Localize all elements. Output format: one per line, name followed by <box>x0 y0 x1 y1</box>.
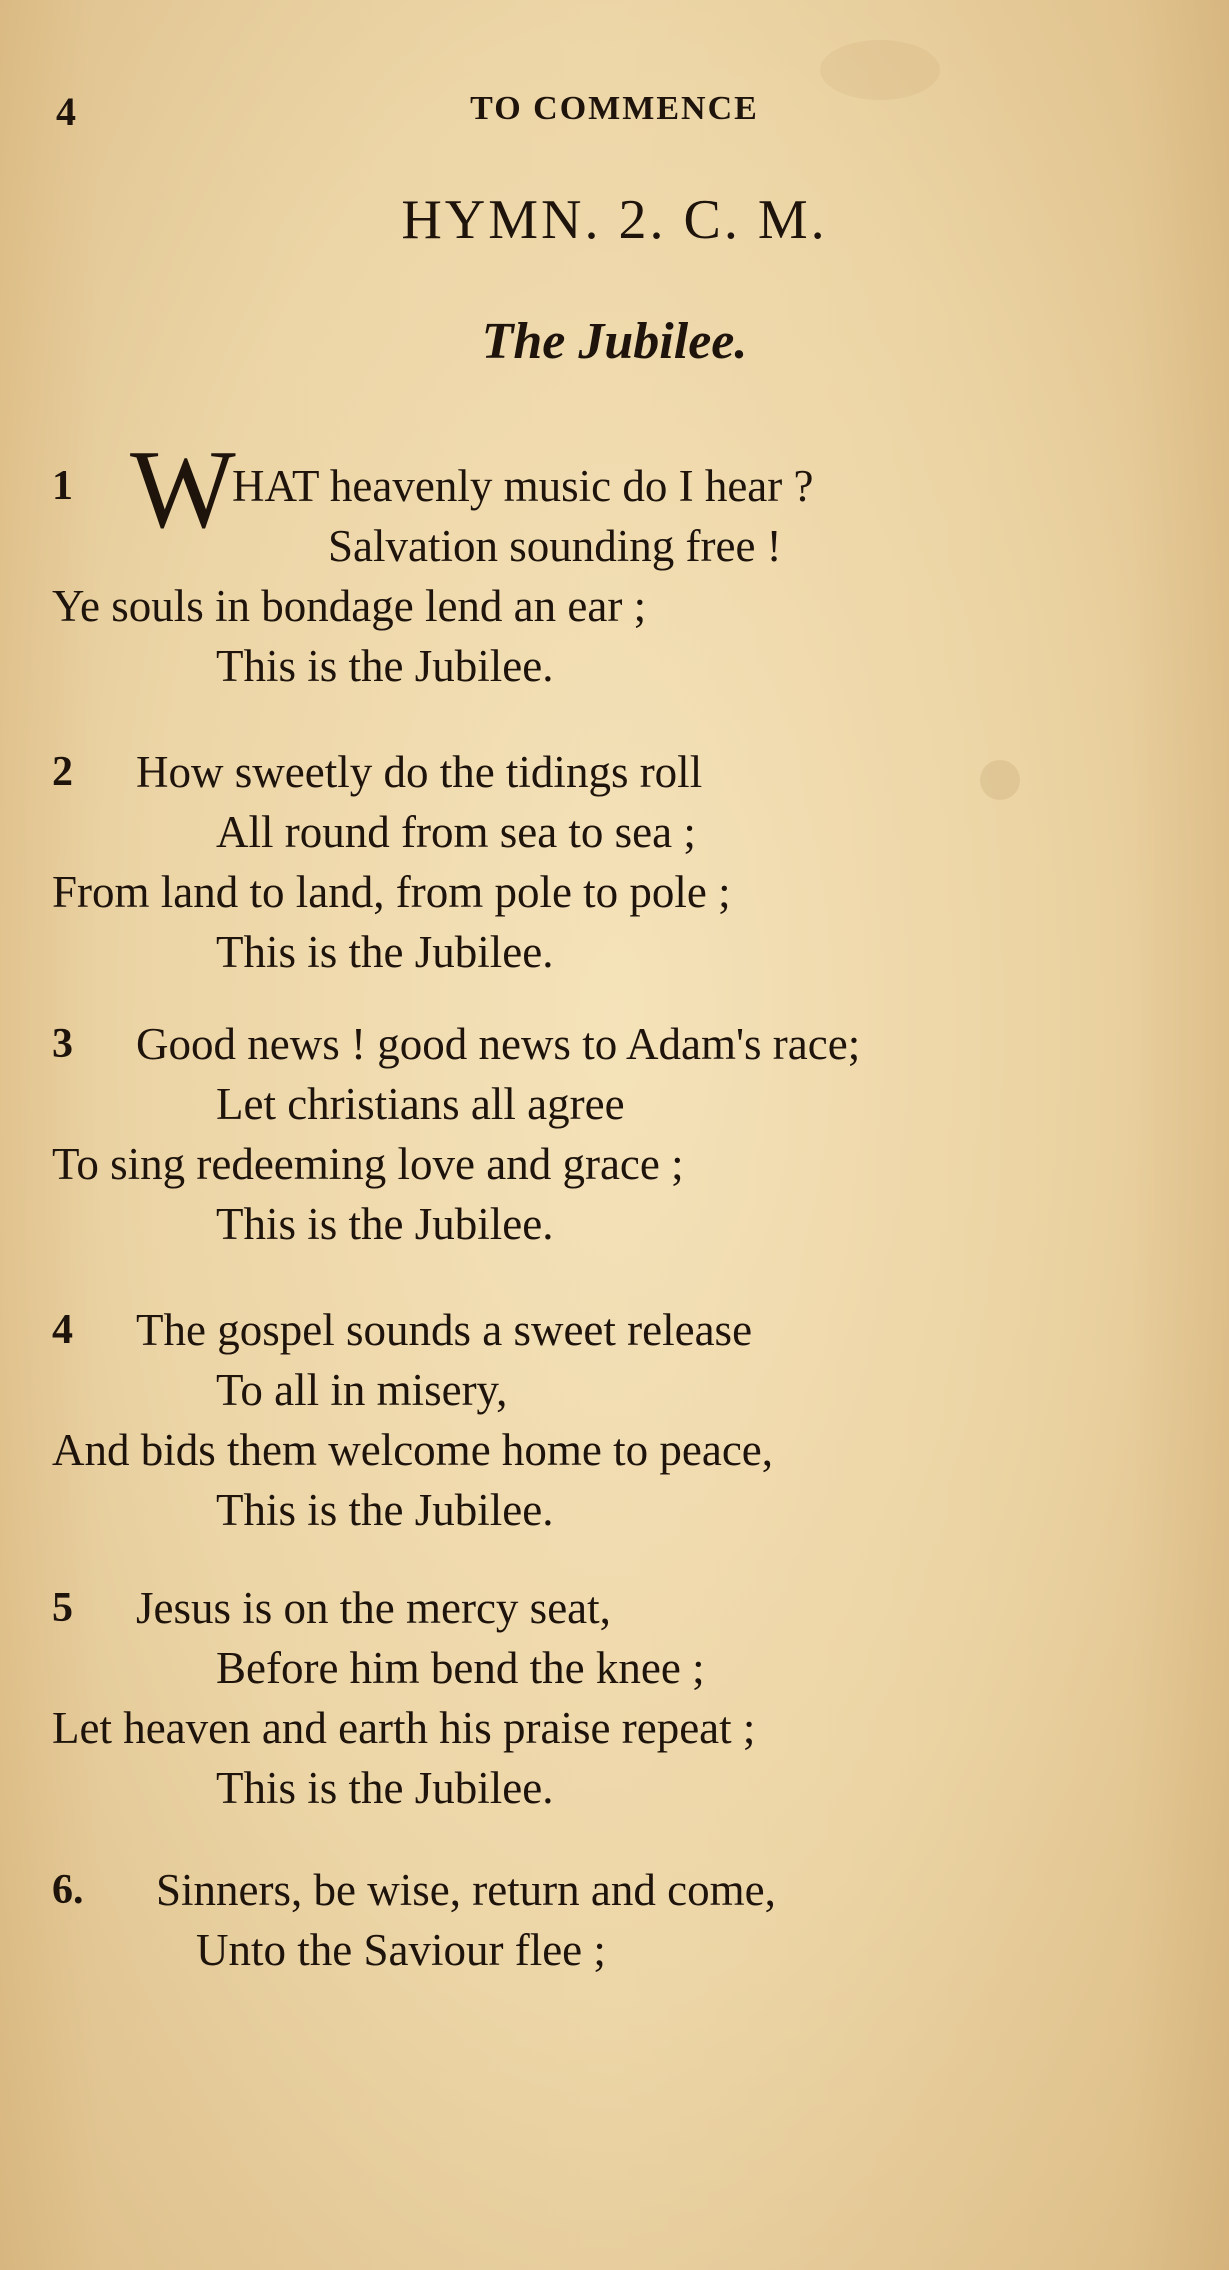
hymn-subtitle: The Jubilee. <box>481 313 748 370</box>
stanza-line: This is the Jubilee. <box>216 1199 554 1249</box>
stanza-number: 3 <box>52 1021 73 1067</box>
stanza-line: This is the Jubilee. <box>216 1763 554 1813</box>
stanza-line: This is the Jubilee. <box>216 927 554 977</box>
stanza-line: Salvation sounding free ! <box>328 521 782 571</box>
stanza-line: To all in misery, <box>216 1365 508 1415</box>
stanza-number: 2 <box>52 749 73 795</box>
stanza-line: The gospel sounds a sweet release <box>136 1305 753 1355</box>
paper-stain <box>980 760 1020 800</box>
stanza-line: How sweetly do the tidings roll <box>136 747 703 797</box>
page-number: 4 <box>56 89 76 134</box>
stanza-line: Sinners, be wise, return and come, <box>156 1865 776 1915</box>
stanza-line: Jesus is on the mercy seat, <box>136 1583 611 1633</box>
stanza-line: This is the Jubilee. <box>216 1485 554 1535</box>
stanza-number: 5 <box>52 1585 73 1631</box>
running-title: TO COMMENCE <box>470 90 759 127</box>
stanza-line: Let christians all agree <box>216 1079 625 1129</box>
stanza-line: Unto the Saviour flee ; <box>196 1925 606 1975</box>
dropcap-letter: W <box>130 428 232 552</box>
stanza-line: From land to land, from pole to pole ; <box>52 867 731 917</box>
stanza-line: And bids them welcome home to peace, <box>52 1425 774 1475</box>
stanza-line: Ye souls in bondage lend an ear ; <box>52 581 647 631</box>
stanza-number: 6. <box>52 1867 84 1913</box>
stanza-number: 4 <box>52 1307 73 1353</box>
running-head <box>0 88 1229 138</box>
stanza-line: To sing redeeming love and grace ; <box>52 1139 684 1189</box>
stanza-line: All round from sea to sea ; <box>216 807 696 857</box>
stanza-line: This is the Jubilee. <box>216 641 554 691</box>
stanza-number: 1 <box>52 463 73 509</box>
stanza-line: Before him bend the knee ; <box>216 1643 705 1693</box>
stanza-line: Let heaven and earth his praise repeat ; <box>52 1703 756 1753</box>
stanza-line: HAT heavenly music do I hear ? <box>232 461 814 511</box>
stanza-line: Good news ! good news to Adam's race; <box>136 1019 861 1069</box>
hymn-heading: HYMN. 2. C. M. <box>401 189 828 251</box>
